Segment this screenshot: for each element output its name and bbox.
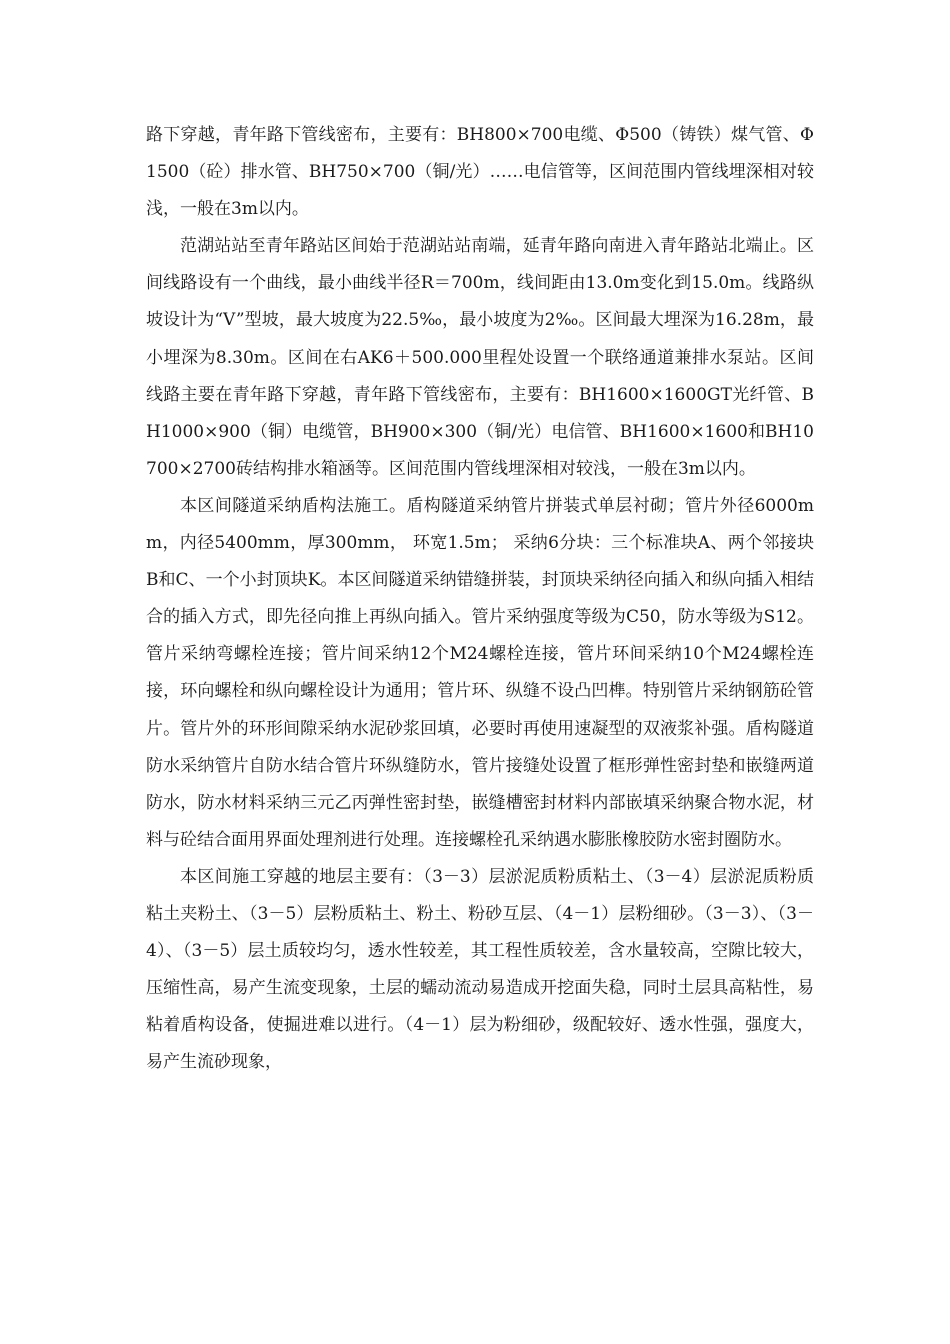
paragraph-shield-tunnel: 本区间隧道采纳盾构法施工。盾构隧道采纳管片拼装式单层衬砌；管片外径6000mm，内径5400mm，厚300mm， 环宽1.5m； 采纳6分块：三个标准块A、两个邻接块B和C、一个小封顶块K。本区间隧道采纳错缝拼装，封顶块采纳径向插入和纵向插入相结合的插入方式，即先径向推上再纵向插入。管片采纳强度等级为C50，防水等级为S12。管片采纳弯螺栓连接；管片间采纳12个M24螺栓连接，管片环间采纳10个M24螺栓连接，环向螺栓和纵向螺栓设计为通用；管片环、纵缝不设凸凹榫。特别管片采纳钢筋砼管片。管片外的环形间隙采纳水泥砂浆回填，必要时再使用速凝型的双液浆补强。盾构隧道防水采纳管片自防水结合管片环纵缝防水，管片接缝处设置了框形弹性密封垫和嵌缝两道防水，防水材料采纳三元乙丙弹性密封垫，嵌缝槽密封材料内部嵌填采纳聚合物水泥，材料与砼结合面用界面处理剂进行处理。连接螺栓孔采纳遇水膨胀橡胶防水密封圈防水。 <box>146 495 814 850</box>
paragraph-pipelines-continued: 路下穿越，青年路下管线密布，主要有：BH800×700电缆、Φ500（铸铁）煤气管、Φ1500（砼）排水管、BH750×700（铜/光）……电信管等，区间范围内管线埋深相对较浅，一般在3m以内。 <box>146 125 814 220</box>
paragraph-section-route: 范湖站站至青年路站区间始于范湖站站南端，延青年路向南进入青年路站北端止。区间线路设有一个曲线，最小曲线半径R＝700m，线间距由13.0m变化到15.0m。线路纵坡设计为“V”型坡，最大坡度为22.5‰，最小坡度为2‰。区间最大埋深为16.28m，最小埋深为8.30m。区间在右AK6＋500.000里程处设置一个联络通道兼排水泵站。区间线路主要在青年路下穿越，青年路下管线密布，主要有：BH1600×1600GT光纤管、BH1000×900（铜）电缆管，BH900×300（铜/光）电信管、BH1600×1600和BH10700×2700砖结构排水箱涵等。区间范围内管线埋深相对较浅，一般在3m以内。 <box>146 236 814 479</box>
document-body <box>146 117 814 1081</box>
paragraph-strata: 本区间施工穿越的地层主要有：（3－3）层淤泥质粉质粘土、（3－4）层淤泥质粉质粘土夹粉土、（3－5）层粉质粘土、粉土、粉砂互层、（4－1）层粉细砂。（3－3）、（3－4）、（3－5）层土质较均匀，透水性较差，其工程性质较差，含水量较高，空隙比较大，压缩性高，易产生流变现象，土层的蠕动流动易造成开挖面失稳，同时土层具高粘性，易粘着盾构设备，使掘进难以进行。（4－1）层为粉细砂，级配较好、透水性强，强度大，易产生流砂现象， <box>146 866 814 1073</box>
